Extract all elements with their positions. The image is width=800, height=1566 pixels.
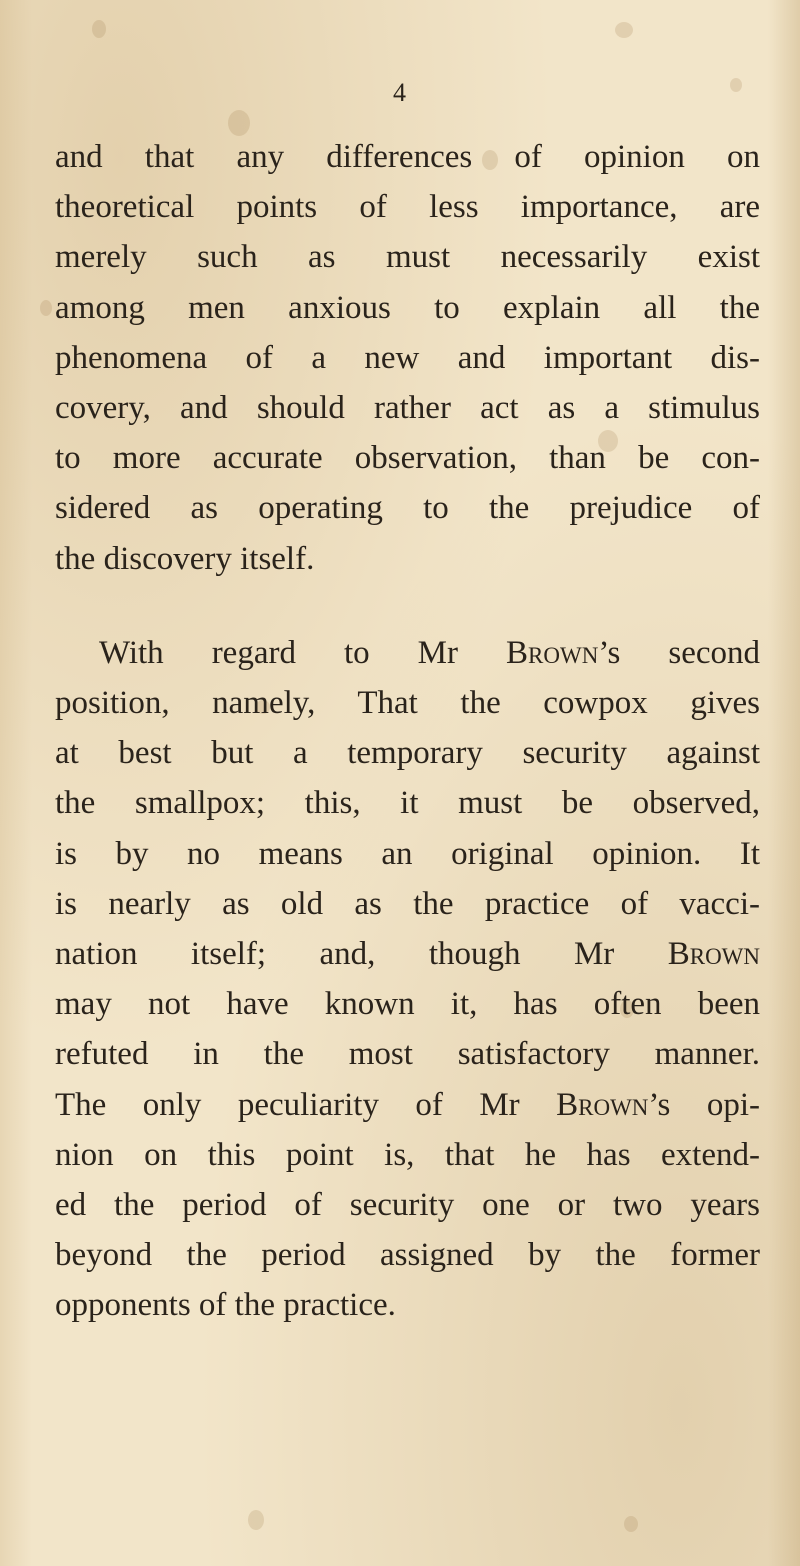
text-fragment: ’s opi-	[648, 1086, 760, 1123]
body-text	[55, 132, 760, 1331]
text-fragment: The only peculiarity of Mr	[55, 1086, 557, 1123]
paragraph	[55, 628, 760, 1331]
foxing-spot	[615, 22, 633, 38]
text-line	[55, 628, 760, 678]
text-fragment: nation itself; and, though Mr	[55, 936, 668, 973]
text-line: nion on this point is, that he has extend-	[55, 1136, 760, 1173]
text-line: phenomena of a new and important dis-	[55, 339, 760, 376]
foxing-spot	[248, 1510, 264, 1530]
text-line: at best but a temporary security against	[55, 735, 760, 772]
text-line	[55, 1080, 760, 1130]
text-line: position, namely, That the cowpox gives	[55, 685, 760, 722]
author-name: Brown	[556, 1086, 649, 1123]
text-line	[55, 929, 760, 979]
text-line: refuted in the most satisfactory manner.	[55, 1036, 760, 1073]
text-line: the smallpox; this, it must be observed,	[55, 785, 760, 822]
text-fragment: With regard to Mr	[99, 634, 507, 671]
text-line: to more accurate observation, than be con-	[55, 440, 760, 477]
text-line: may not have known it, has often been	[55, 986, 760, 1023]
text-line: and that any differences of opinion on	[55, 139, 760, 175]
author-name: Brown	[506, 634, 599, 671]
author-name: Brown	[667, 936, 760, 973]
paragraph	[55, 132, 760, 584]
text-line: the discovery itself.	[55, 540, 315, 577]
page-number: 4	[393, 78, 407, 107]
paragraph-gap	[55, 584, 760, 628]
text-line: is nearly as old as the practice of vacci-	[55, 885, 760, 922]
foxing-spot	[624, 1516, 638, 1532]
foxing-spot	[40, 300, 52, 316]
text-line: merely such as must necessarily exist	[55, 239, 760, 276]
text-line: beyond the period assigned by the former	[55, 1237, 760, 1274]
text-line: ed the period of security one or two years	[55, 1187, 760, 1224]
text-line: sidered as operating to the prejudice of	[55, 490, 760, 527]
text-line: covery, and should rather act as a stimulus	[55, 390, 760, 427]
text-line: among men anxious to explain all the	[55, 289, 760, 326]
text-fragment: ’s second	[598, 634, 761, 671]
text-line: theoretical points of less importance, are	[55, 189, 760, 226]
text-line: opponents of the practice.	[55, 1287, 396, 1324]
text-line: is by no means an original opinion. It	[55, 835, 760, 872]
foxing-spot	[92, 20, 106, 38]
